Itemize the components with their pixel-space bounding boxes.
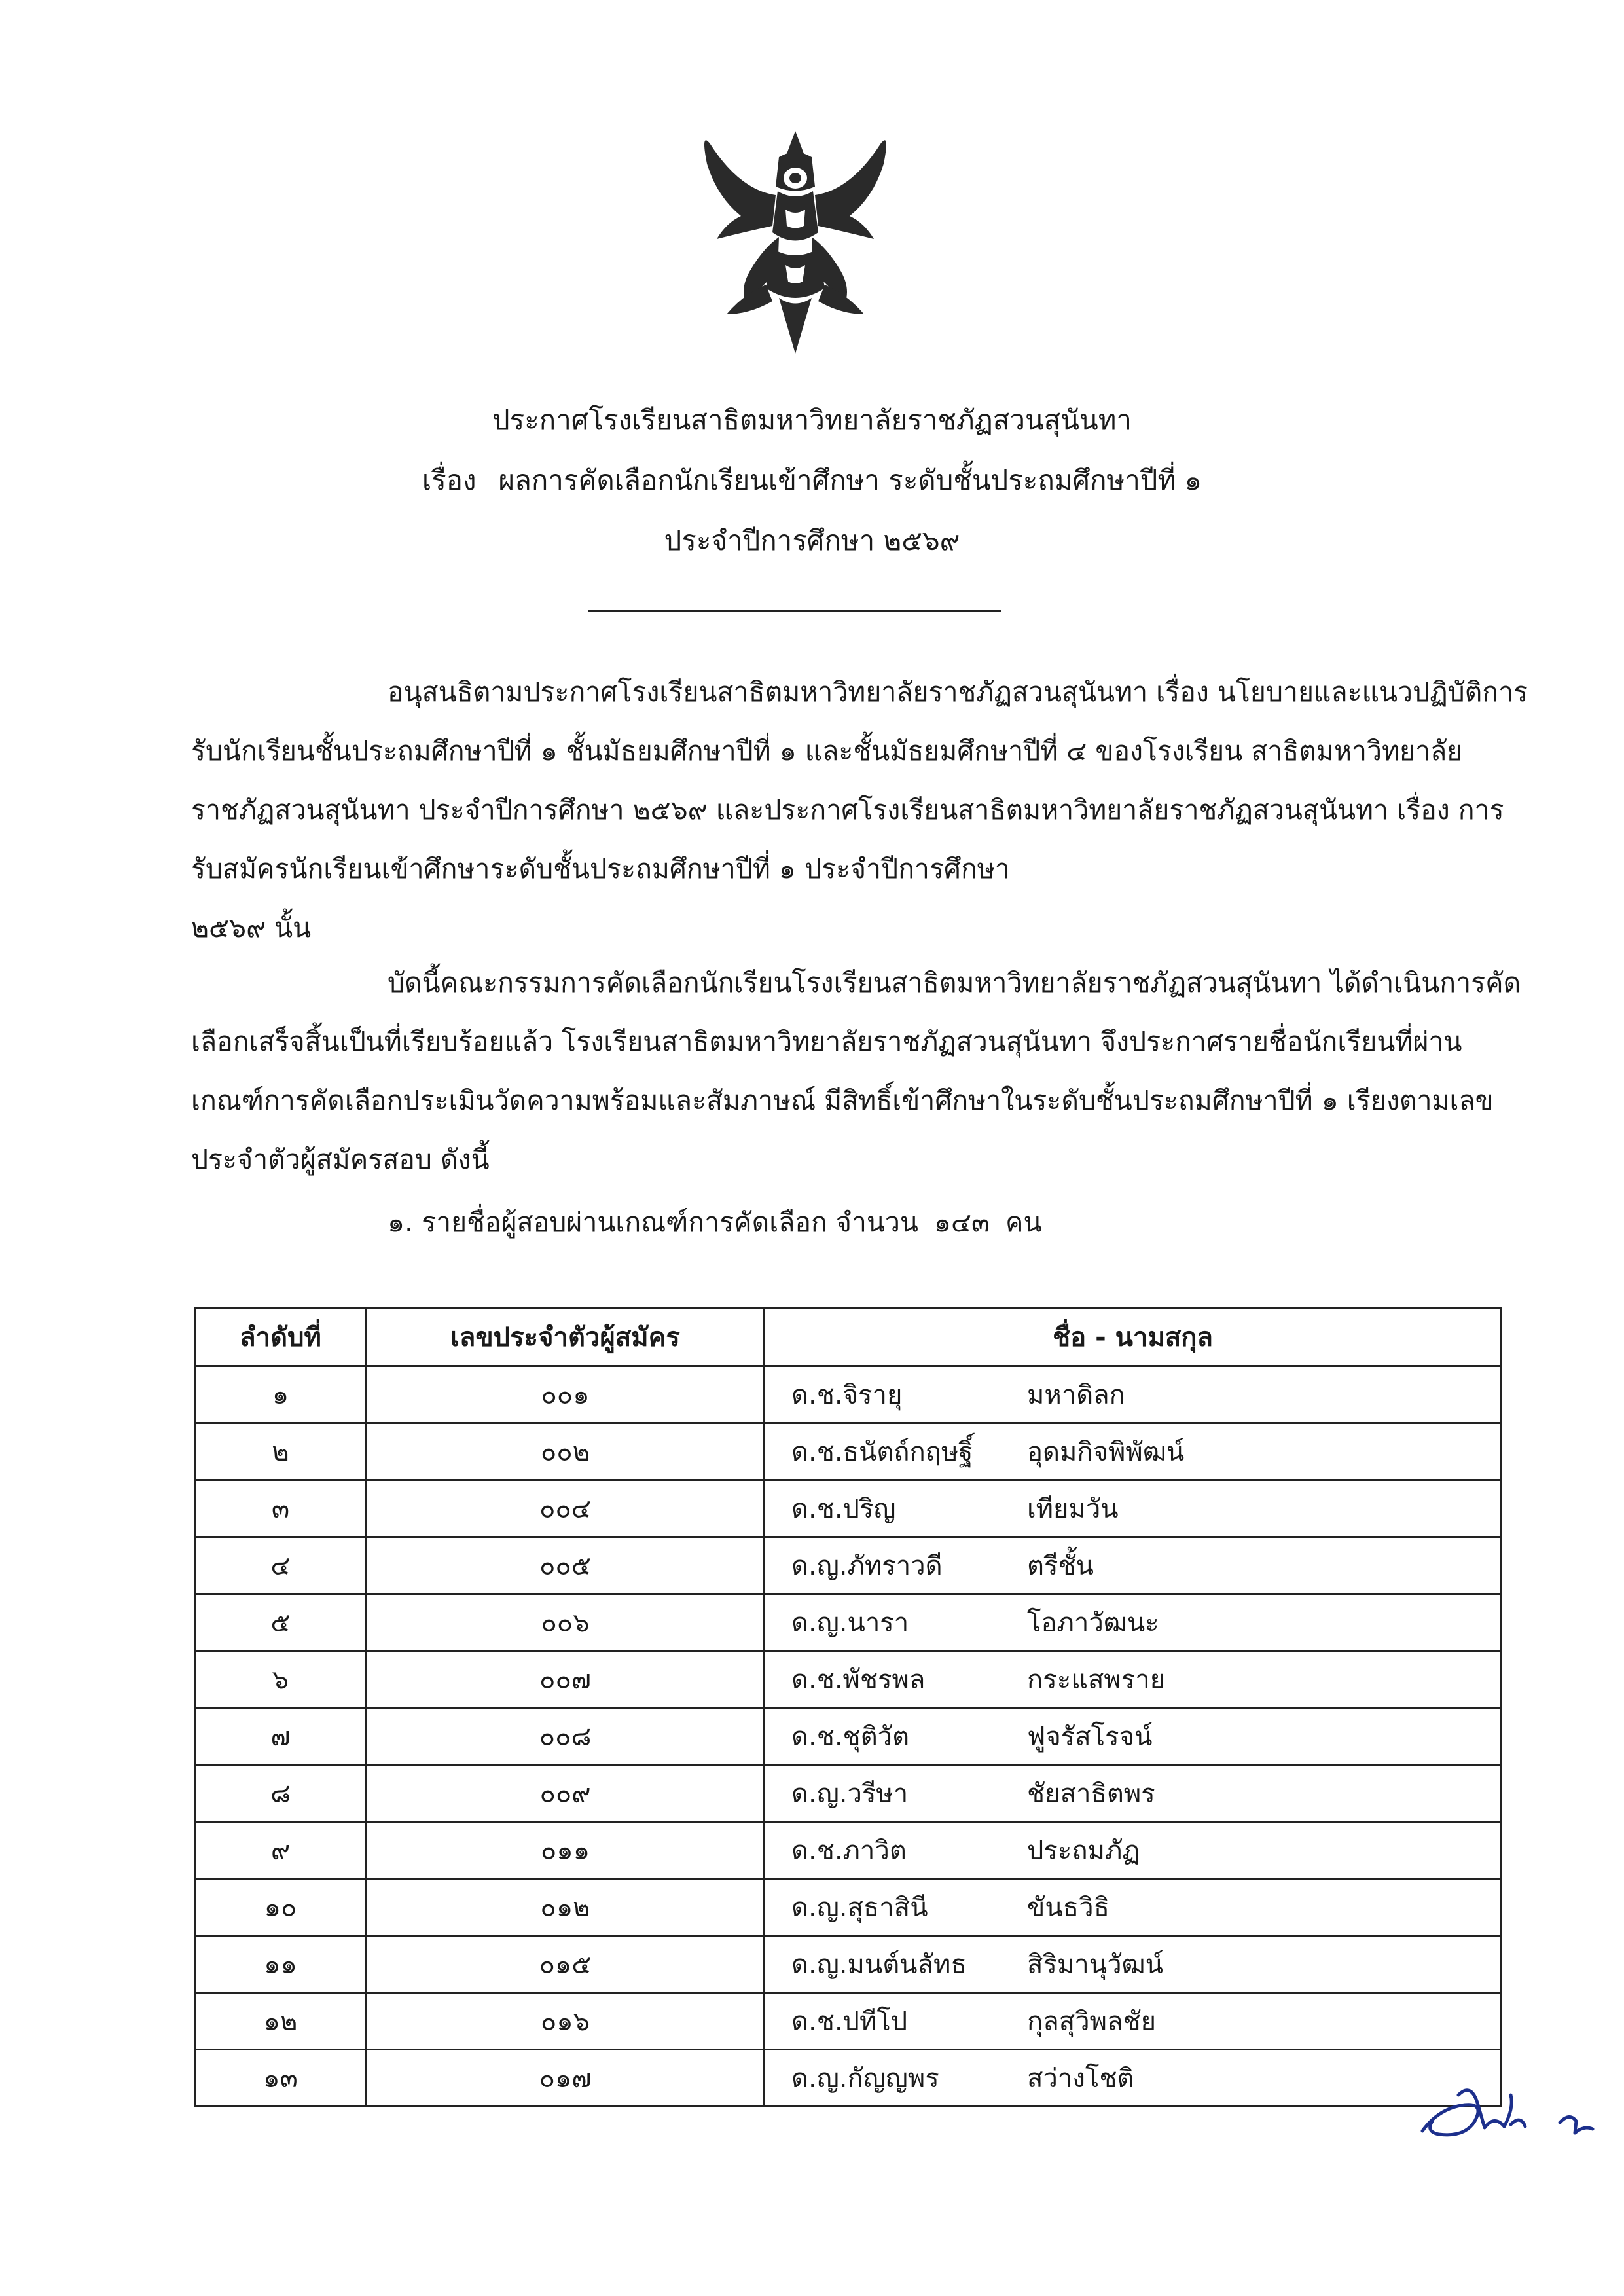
last-name: โอภาวัฒนะ (1027, 1608, 1159, 1638)
first-name: ด.ญ.สุธาสินี (791, 1893, 928, 1923)
table-header-row (195, 1308, 1502, 1366)
handwritten-signature (1413, 2069, 1609, 2154)
applicant-id-cell: ๐๐๘ (367, 1708, 765, 1765)
paragraph-line: ๒๕๖๙ นั้น (191, 912, 312, 943)
paragraph-line: อนุสนธิตามประกาศโรงเรียนสาธิตมหาวิทยาลัยราชภัฏสวนสุนันทา เรื่อง นโยบายและแนวปฏิบัติการ (388, 676, 1528, 708)
passed-count-text: ๑. รายชื่อผู้สอบผ่านเกณฑ์การคัดเลือก จำนวน (388, 1207, 918, 1238)
table-row (195, 1936, 1502, 1993)
first-name: ด.ช.พัชรพล (791, 1665, 926, 1695)
order-cell: ๖ (195, 1651, 367, 1708)
table-row (195, 1480, 1502, 1537)
paragraph-reference (191, 663, 1533, 957)
table-row (195, 1594, 1502, 1651)
column-header-applicant-id: เลขประจำตัวผู้สมัคร (367, 1308, 765, 1366)
passed-count-number: ๑๔๓ (933, 1207, 990, 1238)
order-cell: ๕ (195, 1594, 367, 1651)
last-name: อุดมกิจพิพัฒน์ (1027, 1437, 1185, 1467)
last-name: สิริมานุวัฒน์ (1027, 1950, 1164, 1980)
applicant-id-cell: ๐๐๕ (367, 1537, 765, 1594)
first-name: ด.ญ.มนต์นลัทธ (791, 1950, 967, 1980)
table-row (195, 1879, 1502, 1936)
column-header-name: ชื่อ - นามสกุล (765, 1308, 1502, 1366)
name-cell (765, 2050, 1502, 2107)
paragraph-line: รับสมัครนักเรียนเข้าศึกษาระดับชั้นประถมศึกษาปีที่ ๑ ประจำปีการศึกษา (191, 853, 1010, 884)
applicant-id-cell: ๐๐๖ (367, 1594, 765, 1651)
first-name: ด.ช.ภาวิต (791, 1836, 907, 1866)
order-cell: ๑๑ (195, 1936, 367, 1993)
paragraph-line: บัดนี้คณะกรรมการคัดเลือกนักเรียนโรงเรียนสาธิตมหาวิทยาลัยราชภัฏสวนสุนันทา ได้ดำเนินการคัด (388, 967, 1521, 998)
table-row (195, 2050, 1502, 2107)
table-row (195, 1537, 1502, 1594)
first-name: ด.ช.ปทีโป (791, 2007, 908, 2037)
name-cell (765, 1993, 1502, 2050)
first-name: ด.ช.ชุติวัต (791, 1722, 910, 1752)
applicant-id-cell: ๐๐๗ (367, 1651, 765, 1708)
table-row (195, 1366, 1502, 1423)
first-name: ด.ช.ธนัตถ์กฤษฐิ์ (791, 1437, 973, 1467)
order-cell: ๓ (195, 1480, 367, 1537)
last-name: ขันธวิธิ (1027, 1893, 1110, 1923)
order-cell: ๘ (195, 1765, 367, 1822)
order-cell: ๔ (195, 1537, 367, 1594)
results-table (194, 1307, 1502, 2107)
paragraph-line: รับนักเรียนชั้นประถมศึกษาปีที่ ๑ ชั้นมัธยมศึกษาปีที่ ๑ และชั้นมัธยมศึกษาปีที่ ๔ ของโรงเรียน สาธิตมหาวิทยาลัย (191, 735, 1463, 767)
first-name: ด.ญ.กัญญพร (791, 2064, 939, 2094)
order-cell: ๑๐ (195, 1879, 367, 1936)
first-name: ด.ญ.นารา (791, 1608, 909, 1638)
order-cell: ๑๒ (195, 1993, 367, 2050)
order-cell: ๗ (195, 1708, 367, 1765)
table-row (195, 1822, 1502, 1879)
last-name: เทียมวัน (1027, 1494, 1119, 1524)
subject-text: ผลการคัดเลือกนักเรียนเข้าศึกษา ระดับชั้นประถมศึกษาปีที่ ๑ (498, 464, 1202, 496)
column-header-order: ลำดับที่ (195, 1308, 367, 1366)
last-name: ประถมภัฏ (1027, 1836, 1140, 1866)
applicant-id-cell: ๐๐๔ (367, 1480, 765, 1537)
name-cell (765, 1366, 1502, 1423)
order-cell: ๑๓ (195, 2050, 367, 2107)
applicant-id-cell: ๐๐๒ (367, 1423, 765, 1480)
last-name: กุลสุวิพลชัย (1027, 2007, 1157, 2037)
name-cell (765, 1708, 1502, 1765)
name-cell (765, 1765, 1502, 1822)
name-cell (765, 1594, 1502, 1651)
order-cell: ๙ (195, 1822, 367, 1879)
last-name: สว่างโชติ (1027, 2064, 1134, 2094)
table-row (195, 1993, 1502, 2050)
passed-count-unit: คน (1005, 1207, 1042, 1238)
first-name: ด.ญ.ภัทราวดี (791, 1551, 943, 1581)
order-cell: ๒ (195, 1423, 367, 1480)
paragraph-line: เกณฑ์การคัดเลือกประเมินวัดความพร้อมและสัมภาษณ์ มีสิทธิ์เข้าศึกษาในระดับชั้นประถมศึกษาปีที่ ๑ เรียงตามเลข (191, 1085, 1494, 1116)
name-cell (765, 1480, 1502, 1537)
name-cell (765, 1423, 1502, 1480)
announcement-subject-line (0, 461, 1624, 500)
last-name: ชัยสาธิตพร (1027, 1779, 1155, 1809)
garuda-emblem (681, 118, 910, 360)
applicant-id-cell: ๐๑๖ (367, 1993, 765, 2050)
applicant-id-cell: ๐๑๕ (367, 1936, 765, 1993)
name-cell (765, 1936, 1502, 1993)
passed-count-line (388, 1193, 1058, 1252)
name-cell (765, 1537, 1502, 1594)
last-name: กระแสพราย (1027, 1665, 1166, 1695)
paragraph-line: เลือกเสร็จสิ้นเป็นที่เรียบร้อยแล้ว โรงเรียนสาธิตมหาวิทยาลัยราชภัฏสวนสุนันทา จึงประกาศรายชื่อนักเรียนที่ผ่าน (191, 1026, 1462, 1057)
name-cell (765, 1651, 1502, 1708)
applicant-id-cell: ๐๑๑ (367, 1822, 765, 1879)
paragraph-line: ราชภัฏสวนสุนันทา ประจำปีการศึกษา ๒๕๖๙ และประกาศโรงเรียนสาธิตมหาวิทยาลัยราชภัฏสวนสุนันทา เรื่อง การ (191, 794, 1504, 826)
subject-label: เรื่อง (422, 464, 477, 496)
first-name: ด.ญ.วรีษา (791, 1779, 909, 1809)
paragraph-announcement (191, 953, 1533, 1189)
first-name: ด.ช.ปริญ (791, 1494, 896, 1524)
applicant-id-cell: ๐๑๒ (367, 1879, 765, 1936)
applicant-id-cell: ๐๐๑ (367, 1366, 765, 1423)
applicant-id-cell: ๐๑๗ (367, 2050, 765, 2107)
header-divider (588, 610, 1001, 612)
academic-year-line: ประจำปีการศึกษา ๒๕๖๙ (664, 524, 960, 556)
table-body (195, 1366, 1502, 2107)
name-cell (765, 1879, 1502, 1936)
last-name: มหาดิลก (1027, 1380, 1125, 1410)
table-row (195, 1423, 1502, 1480)
last-name: ตรีชั้น (1027, 1551, 1094, 1581)
table-row (195, 1651, 1502, 1708)
last-name: ฟูจรัสโรจน์ (1027, 1722, 1153, 1752)
order-cell: ๑ (195, 1366, 367, 1423)
table-row (195, 1765, 1502, 1822)
announcement-title: ประกาศโรงเรียนสาธิตมหาวิทยาลัยราชภัฏสวนสุนันทา (492, 404, 1132, 436)
table-row (195, 1708, 1502, 1765)
applicant-id-cell: ๐๐๙ (367, 1765, 765, 1822)
paragraph-line: ประจำตัวผู้สมัครสอบ ดังนี้ (191, 1144, 490, 1175)
first-name: ด.ช.จิรายุ (791, 1380, 903, 1410)
name-cell (765, 1822, 1502, 1879)
